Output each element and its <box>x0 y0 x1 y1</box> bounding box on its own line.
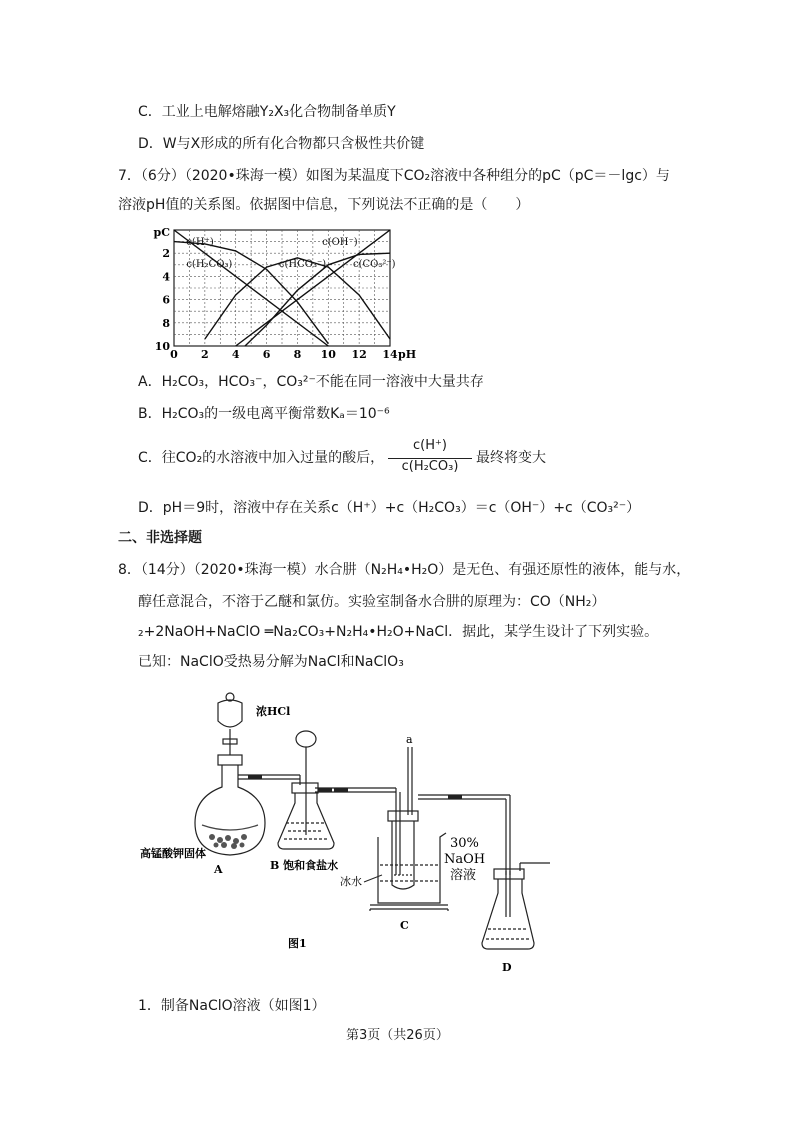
connecting-tube <box>358 788 400 875</box>
q7-option-c-fraction <box>388 438 472 479</box>
rubber-tube <box>334 788 348 792</box>
y-axis-label: pC <box>153 226 170 239</box>
q7-option-c-post: 最终将变大 <box>476 450 546 466</box>
y-tick-label: 6 <box>162 293 170 307</box>
label-30-percent: 30% <box>450 836 479 851</box>
series-label: c(H₂CO₃) <box>186 259 233 271</box>
label-b: B 饱和食盐水 <box>270 859 339 872</box>
x-tick-label: 4 <box>231 348 240 361</box>
q8-stem-line4: 已知：NaClO受热易分解为NaCl和NaClO₃ <box>138 654 404 670</box>
q7-option-a: A．H₂CO₃，HCO₃⁻，CO₃²⁻不能在同一溶液中大量共存 <box>138 374 484 390</box>
series-label: c(OH⁻) <box>322 237 358 249</box>
q8-stem-line2: 醇任意混合，不溶于乙醚和氯仿。实验室制备水合肼的原理为：CO（NH₂） <box>138 594 606 610</box>
q7-option-b: B．H₂CO₃的一级电离平衡常数Kₐ＝10⁻⁶ <box>138 406 390 422</box>
label-tube-a: a <box>406 733 413 746</box>
series-label: c(HCO₃⁻) <box>278 259 327 271</box>
label-a: A <box>214 863 223 876</box>
section-heading: 二、非选择题 <box>118 530 202 546</box>
pc-ph-chart <box>140 222 420 362</box>
apparatus-figure <box>130 685 560 985</box>
x-tick-label: 10 <box>320 348 336 361</box>
y-tick-label: 10 <box>154 340 170 353</box>
q7-option-d: D．pH＝9时，溶液中存在关系c（H⁺）+c（H₂CO₃）＝c（OH⁻）+c（CO₃²⁻） <box>138 500 641 516</box>
rubber-tube <box>448 795 462 799</box>
x-tick-label: 2 <box>201 348 209 361</box>
x-tick-label: 6 <box>262 348 271 361</box>
y-tick-label: 2 <box>162 247 170 261</box>
apparatus-c <box>370 747 510 911</box>
label-solution: 溶液 <box>450 868 477 883</box>
fraction-denominator: c(H₂CO₃) <box>401 459 459 474</box>
q8-stem-line3: ₂+2NaOH+NaClO ═Na₂CO₃+N₂H₄•H₂O+NaCl．据此，某学生设计了下列实验。 <box>138 624 659 640</box>
x-tick-label: 0 <box>170 348 178 361</box>
label-kmno4: 高锰酸钾固体 <box>140 847 206 860</box>
figure-caption: 图1 <box>288 937 307 950</box>
q6-option-c: C．工业上电解熔融Y₂X₃化合物制备单质Y <box>138 104 396 120</box>
q8-step1: 1．制备NaClO溶液（如图1） <box>138 998 326 1014</box>
fraction-numerator: c(H⁺) <box>388 438 472 459</box>
series-label: c(CO₃²⁻) <box>352 259 396 271</box>
series-label: c(H⁺) <box>186 237 214 249</box>
label-hcl: 浓HCl <box>256 705 291 718</box>
label-d: D <box>502 961 512 974</box>
page-footer: 第3页（共26页） <box>346 1028 449 1043</box>
rubber-tube <box>318 788 332 792</box>
apparatus-d <box>482 863 550 949</box>
q7-option-c-pre: C．往CO₂的水溶液中加入过量的酸后， <box>138 450 385 466</box>
label-c: C <box>400 919 409 932</box>
y-tick-label: 4 <box>162 270 170 284</box>
q7-stem-line1: 7．（6分）（2020•珠海一模）如图为某温度下CO₂溶液中各种组分的pC（pC＝－lgc）与 <box>118 168 670 184</box>
q6-option-d: D．W与X形成的所有化合物都只含极性共价键 <box>138 136 425 152</box>
q8-stem-line1: 8．（14分）（2020•珠海一模）水合肼（N₂H₄•H₂O）是无色、有强还原性的液体，能与水， <box>118 562 691 578</box>
x-tick-label: 12 <box>351 348 367 361</box>
y-tick-label: 8 <box>162 316 170 330</box>
label-naoh: NaOH <box>444 852 486 867</box>
q7-stem-line2: 溶液pH值的关系图。依据图中信息，下列说法不正确的是（ ） <box>118 197 530 213</box>
x-axis-label: pH <box>398 348 417 361</box>
rubber-tube <box>248 775 262 779</box>
x-tick-label: 14 <box>382 348 398 361</box>
x-tick-label: 8 <box>293 348 302 361</box>
kmno4-solid <box>209 834 247 849</box>
label-icewater: 冰水 <box>340 875 362 888</box>
pointer-line <box>364 875 382 882</box>
